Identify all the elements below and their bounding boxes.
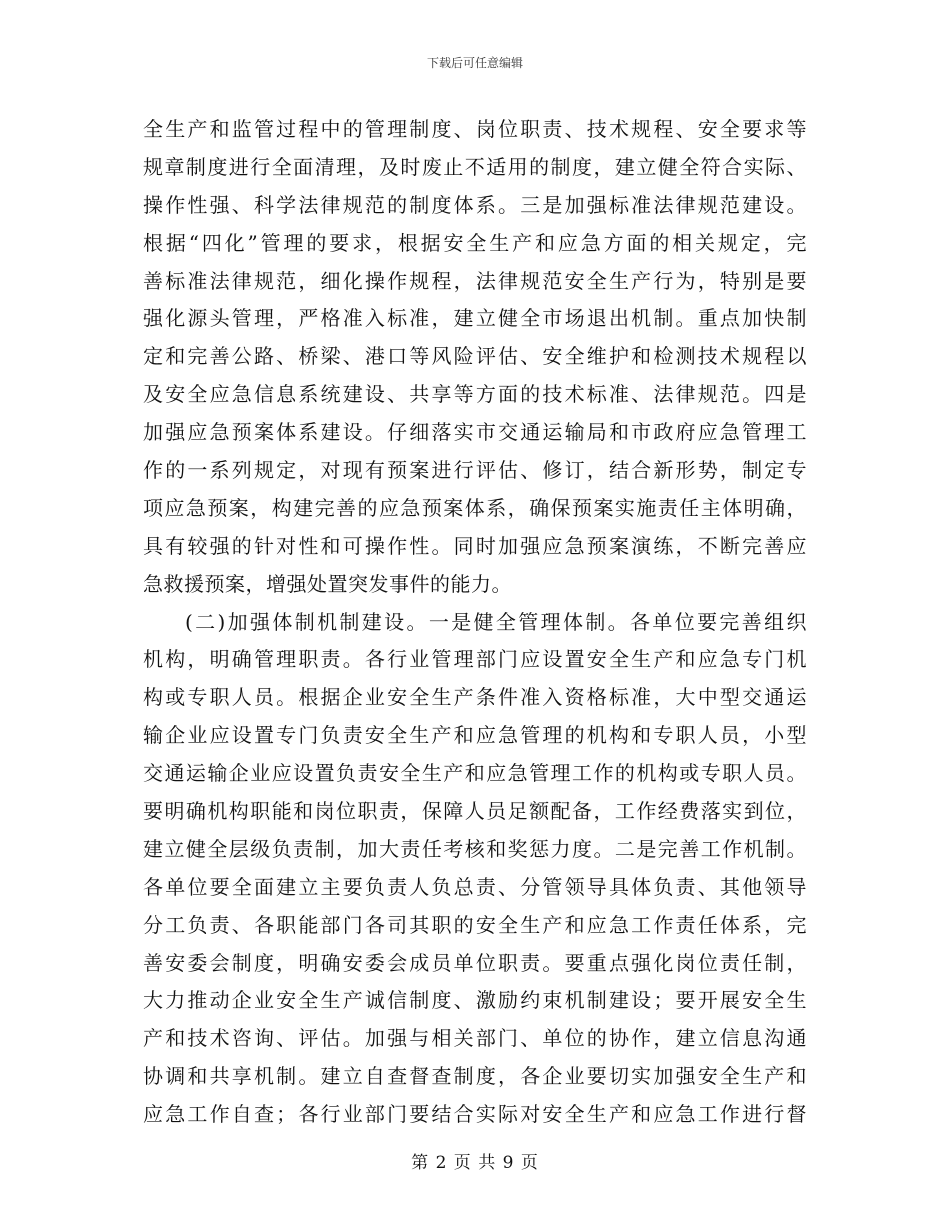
text-line: 交通运输企业应设置负责安全生产和应急管理工作的机构或专职人员。 [143, 761, 807, 786]
page-number: 第 2 页 共 9 页 [411, 1153, 539, 1173]
text-line: 大力推动企业安全生产诚信制度、激励约束机制建设；要开展安全生 [143, 988, 807, 1013]
text-line: 协调和共享机制。建立自查督查制度，各企业要切实加强安全生产和 [143, 1064, 807, 1089]
text-line: 产和技术咨询、评估。加强与相关部门、单位的协作，建立信息沟通 [143, 1026, 807, 1051]
text-line: 操作性强、科学法律规范的制度体系。三是加强标准法律规范建设。 [143, 192, 807, 217]
text-line: 项应急预案，构建完善的应急预案体系，确保预案实施责任主体明确， [143, 495, 807, 520]
header-note: 下载后可任意编辑 [426, 56, 523, 70]
text-line: 强化源头管理，严格准入标准，建立健全市场退出机制。重点加快制 [143, 306, 807, 331]
text-line: 根据“四化”管理的要求，根据安全生产和应急方面的相关规定，完 [143, 230, 807, 255]
text-line: 全生产和监管过程中的管理制度、岗位职责、技术规程、安全要求等 [143, 117, 807, 141]
text-line: 善安委会制度，明确安委会成员单位职责。要重点强化岗位责任制， [143, 950, 807, 975]
text-line: 具有较强的针对性和可操作性。同时加强应急预案演练，不断完善应 [143, 533, 807, 558]
text-line: 机构，明确管理职责。各行业管理部门应设置安全生产和应急专门机 [143, 647, 807, 672]
text-line: 建立健全层级负责制，加大责任考核和奖惩力度。二是完善工作机制。 [143, 836, 807, 861]
text-line: (二)加强体制机制建设。一是健全管理体制。各单位要完善组织 [185, 609, 807, 634]
text-line: 急救援预案，增强处置突发事件的能力。 [143, 571, 512, 596]
text-line: 各单位要全面建立主要负责人负总责、分管领导具体负责、其他领导 [143, 874, 807, 899]
text-line: 分工负责、各职能部门各司其职的安全生产和应急工作责任体系，完 [143, 912, 807, 937]
text-line: 应急工作自查；各行业部门要结合实际对安全生产和应急工作进行督 [143, 1102, 807, 1127]
text-line: 及安全应急信息系统建设、共享等方面的技术标准、法律规范。四是 [143, 382, 807, 407]
text-line: 要明确机构职能和岗位职责，保障人员足额配备，工作经费落实到位， [143, 799, 807, 824]
text-line: 输企业应设置专门负责安全生产和应急管理的机构和专职人员，小型 [143, 723, 807, 748]
text-line: 规章制度进行全面清理，及时废止不适用的制度，建立健全符合实际、 [143, 154, 807, 179]
text-line: 构或专职人员。根据企业安全生产条件准入资格标准，大中型交通运 [143, 685, 807, 710]
text-line: 加强应急预案体系建设。仔细落实市交通运输局和市政府应急管理工 [143, 420, 807, 445]
text-line: 善标准法律规范，细化操作规程，法律规范安全生产行为，特别是要 [143, 268, 807, 293]
document-body [143, 111, 807, 1134]
text-line: 定和完善公路、桥梁、港口等风险评估、安全维护和检测技术规程以 [143, 344, 807, 369]
text-line: 作的一系列规定，对现有预案进行评估、修订，结合新形势，制定专 [143, 458, 807, 483]
